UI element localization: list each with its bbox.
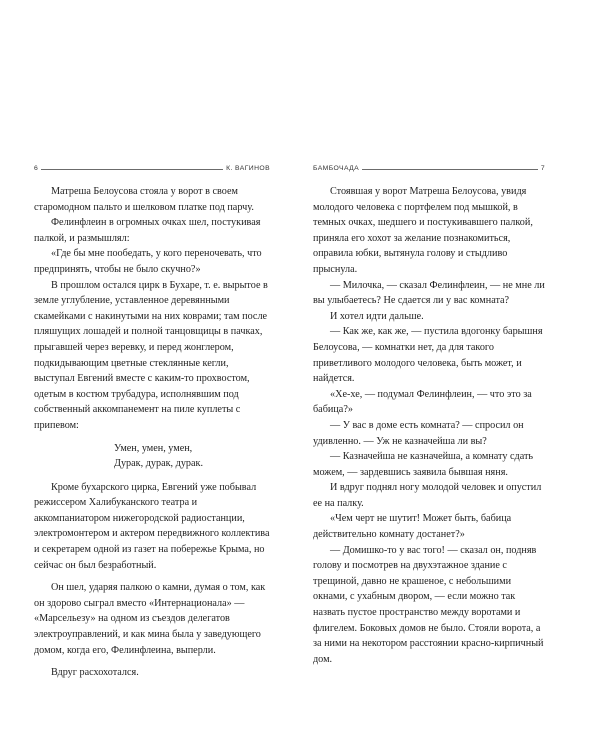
paragraph: Фелинфлеин в огромных очках шел, постукивая палкой, и размышлял:	[34, 217, 261, 244]
header-rule	[362, 169, 538, 170]
paragraph: «Где бы мне пообедать, у кого переночевать, что предпринять, чтобы не было скучно?»	[34, 248, 262, 275]
paragraph: — У вас в доме есть комната? — спросил он удивленно. — Уж не казначейша ли вы?	[313, 419, 524, 447]
paragraph: Он шел, ударяя палкою о камни, думая о том, как он здорово сыграл вместо «Интернационала» — «Марсельезу» на одном из съездов делегатов электроуправлений, и как мина была у заведующего домом, когда его, Фелинфлеина, выперли.	[34, 582, 266, 656]
paragraph: — Домишко-то у вас того! — сказал он, подняв голову и посмотрев на двухэтажное здание с трещиной, давно не крашеное, с небольшими окнами, с ухабным двором, — если можно так назвать пустое пространство между воротами и флигелем. Боковых домов не было. Стояли ворота, а за ними на некотором расстоянии красно-кирпичный дом.	[313, 544, 544, 665]
verse-line: Дурак, дурак, дурак.	[114, 458, 204, 470]
paragraph: И вдруг поднял ногу молодой человек и опустил ее на палку.	[313, 482, 542, 509]
right-page-text	[313, 184, 545, 667]
paragraph: В прошлом остался цирк в Бухаре, т. е. вырытое в земле углубление, уставленное деревянными скамейками с накинутыми на них коврами; там после пляшущих лошадей и полной танцовщицы в пачках, прыгавшей через веревку, и перед жонглером, подкидывающим цветные стеклянные кегли, выступал Евгений вместе с каким-то прохвостом, одетым в костюм трубадура, исполнявшим под собственный аккомпанемент на пиле куплеты с припевом:	[34, 279, 268, 431]
header-rule	[41, 169, 223, 170]
paragraph: — Как же, как же, — пустила вдогонку барышня Белоусова, — комнатки нет, да для такого приветливого молодого человека, быть может, и найдется.	[313, 326, 543, 385]
right-running-head	[313, 162, 545, 172]
paragraph: Вдруг расхохотался.	[51, 667, 139, 679]
verse-block	[114, 441, 270, 472]
paragraph: И хотел идти дальше.	[330, 310, 424, 322]
left-running-head	[34, 162, 270, 172]
paragraph: «Чем черт не шутит! Может быть, бабица действительно комнату достанет?»	[313, 513, 512, 541]
paragraph: — Милочка, — сказал Фелинфлеин, — не мне ли вы улыбаетесь? Не сдается ли у вас комната?	[313, 279, 545, 307]
left-page-number: 6	[34, 165, 39, 172]
paragraph: — Казначейша не казначейша, а комнату сдать можем, — зардевшись заявила бывшая няня.	[313, 451, 534, 478]
paragraph: Матреша Белоусова стояла у ворот в своем старомодном пальто и шелковом платке под парчу.	[34, 186, 254, 213]
left-page-text	[34, 184, 270, 681]
paragraph: Стоявшая у ворот Матреша Белоусова, увидя молодого человека с портфелем под мышкой, в темных очках, шедшего и постукивавшего палкой, приняла его хохот за желание познакомиться, оправила юбки, вытянула голову и стыдливо прыснула.	[313, 186, 533, 275]
paragraph: Кроме бухарского цирка, Евгений уже побывал режиссером Халибуканского театра и аккомпаниатором нижегородской радиостанции, электромонтером и актером передвижного коллектива и секретарем одной из газет на побережье Крыма, но сейчас он был безработный.	[34, 481, 270, 571]
chapter-title: БАМБОЧАДА	[313, 165, 360, 172]
right-page-number: 7	[540, 165, 545, 172]
paragraph: «Хе-хе, — подумал Фелинфлеин, — что это за бабица?»	[313, 388, 532, 416]
author-name: К. ВАГИНОВ	[226, 165, 270, 172]
verse-line: Умен, умен, умен,	[114, 442, 193, 454]
